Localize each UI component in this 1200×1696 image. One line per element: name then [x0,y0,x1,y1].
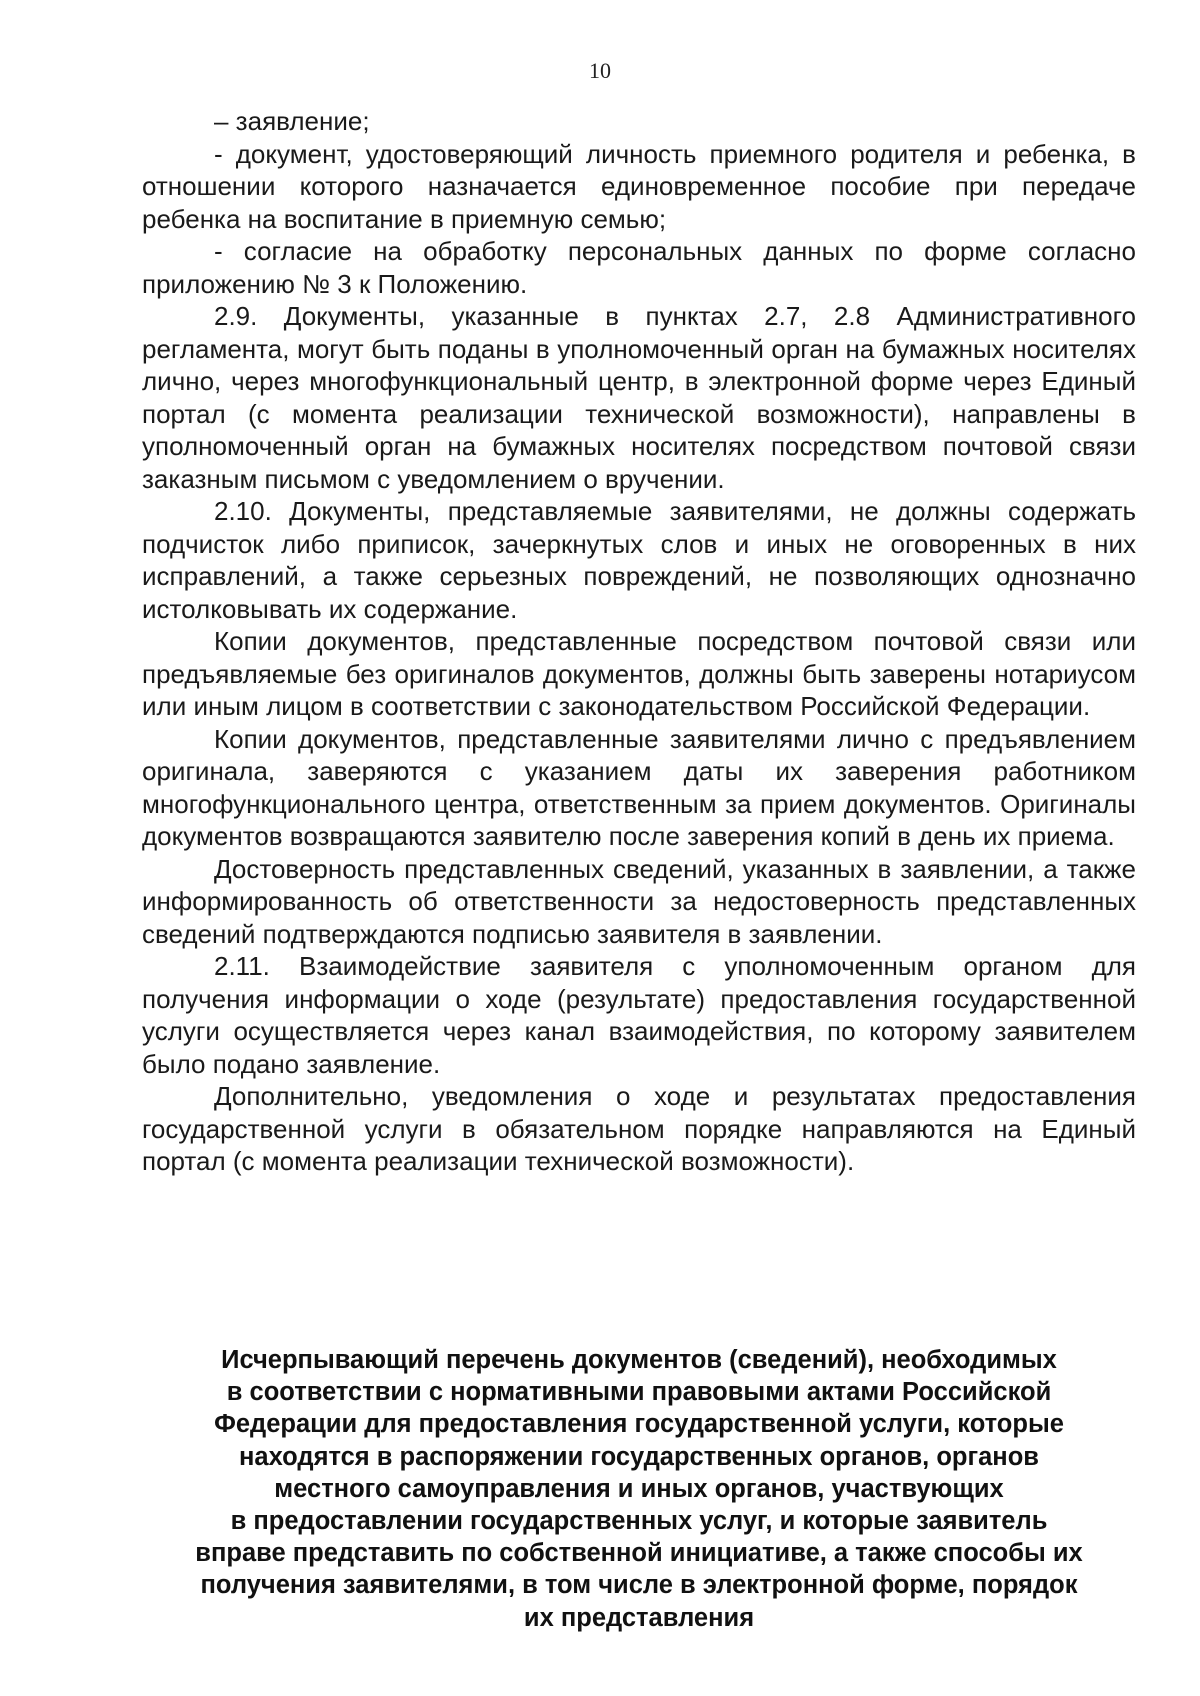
paragraph-reliability: Достоверность представленных сведений, указанных в заявлении, а также информированность об ответственности за недостоверность представленных сведений подтверждаются подписью заявителя в заявлении. [142,853,1136,949]
heading-line: Федерации для предоставления государственной услуги, которые [214,1410,1064,1439]
heading-line: местного самоуправления и иных органов, участвующих [274,1474,1004,1503]
section-heading [142,1344,1136,1634]
heading-line: находятся в распоряжении государственных органов, органов [239,1442,1039,1471]
paragraph-2-11: 2.11. Взаимодействие заявителя с уполномоченным органом для получения информации о ходе (результате) предоставления государственной услуги осуществляется через канал взаимодействия, по которому заявителем было подано заявление. [142,951,1136,1079]
page-number: 10 [589,58,611,83]
paragraph-notifications: Дополнительно, уведомления о ходе и результатах предоставления государственной услуги в обязательном порядке направляются на Единый портал (с момента реализации технической возможности). [142,1081,1136,1176]
document-body [142,105,1136,1178]
list-item-application: – заявление; [214,106,370,136]
heading-line: вправе представить по собственной инициативе, а также способы их [195,1539,1083,1568]
heading-line: их представления [523,1603,755,1632]
paragraph-2-9: 2.9. Документы, указанные в пунктах 2.7, 2.8 Административного регламента, могут быть поданы в уполномоченный орган на бумажных носителях лично, через многофункциональный центр, в электронной форме через Единый портал (с момента реализации технической возможности), направлены в уполномоченный орган на бумажных носителях посредством почтовой связи заказным письмом с уведомлением о вручении. [142,301,1136,494]
heading-line: в соответствии с нормативными правовыми актами Российской [226,1378,1052,1407]
paragraph-copies-in-person: Копии документов, представленные заявителями лично с предъявлением оригинала, заверяются с указанием даты их заверения работником многофункционального центра, ответственным за прием документов. Оригиналы документов возвращаются заявителю после заверения копий в день их приема. [142,723,1136,851]
heading-line: Исчерпывающий перечень документов (сведений), необходимых [221,1346,1057,1374]
paragraph-2-10: 2.10. Документы, представляемые заявителями, не должны содержать подчисток либо приписок, зачеркнутых слов и иных не оговоренных в них исправлений, а также серьезных повреждений, не позволяющих однозначно истолковывать их содержание. [142,496,1136,624]
list-item-identity-document: - документ, удостоверяющий личность приемного родителя и ребенка, в отношении которого назначается единовременное пособие при передаче ребенка на воспитание в приемную семью; [142,138,1136,234]
list-item-consent: - согласие на обработку персональных данных по форме согласно приложению № 3 к Положению. [142,236,1136,299]
heading-line: получения заявителями, в том числе в электронной форме, порядок [200,1571,1078,1600]
paragraph-copies-postal: Копии документов, представленные посредством почтовой связи или предъявляемые без оригиналов документов, должны быть заверены нотариусом или иным лицом в соответствии с законодательством Российской Федерации. [142,626,1136,721]
heading-line: в предоставлении государственных услуг, и которые заявитель [230,1507,1048,1536]
